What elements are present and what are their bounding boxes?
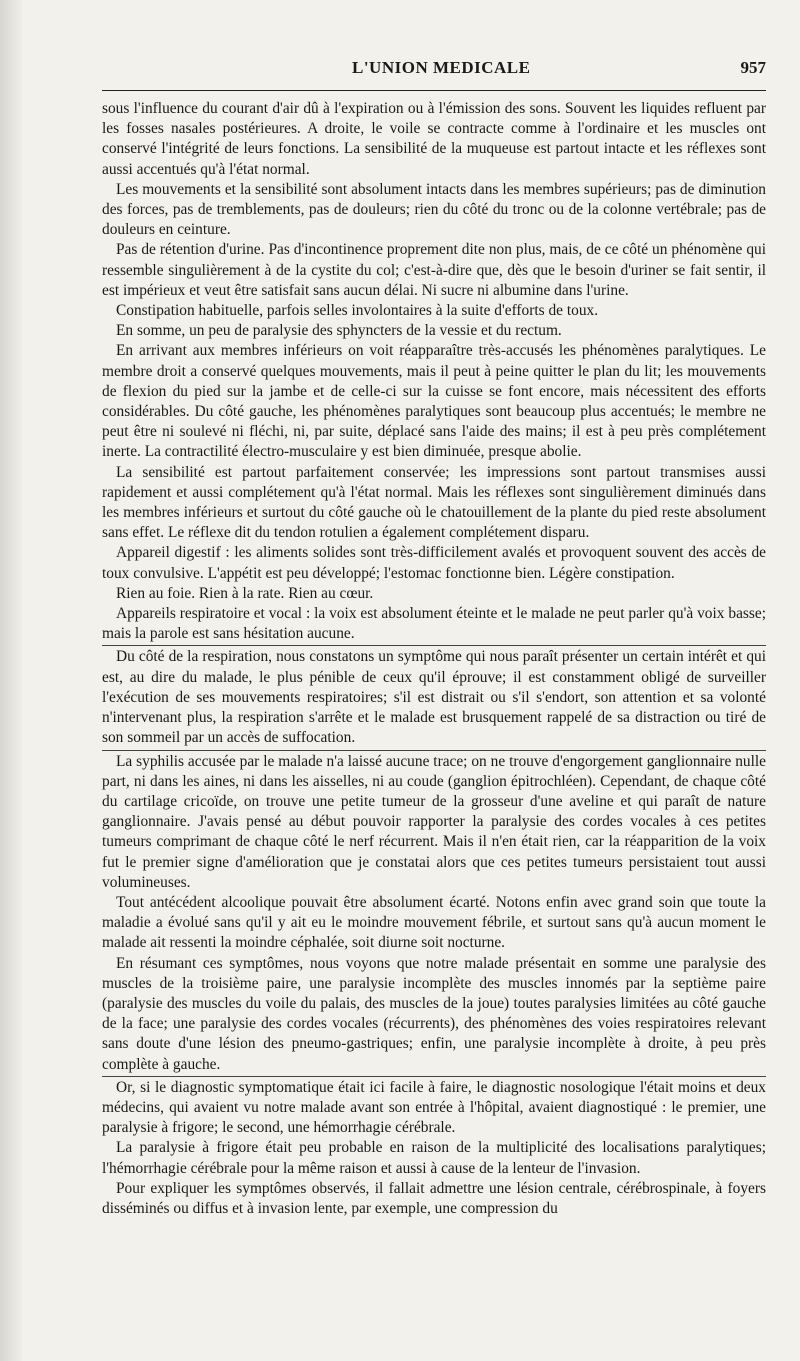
section-divider: [102, 750, 766, 751]
page-header: [102, 58, 766, 84]
paragraph: La syphilis accusée par le malade n'a laissé aucune trace; on ne trouve d'engorgement ganglionnaire nulle part, ni dans les aines, ni dans les aisselles, ni au coude (ganglion épitrochléen). Cependant, de chaque côté du cartilage cricoïde, on trouve une petite tumeur de la grosseur d'une aveline et qui paraît de nature ganglionnaire. J'avais pensé au début pouvoir rapporter la paralysie des cordes vocales à ces petites tumeurs comprimant de chaque côté le nerf récurrent. Mais il n'en était rien, car la réapparition de la voix fut le premier signe d'amélioration que je constatai alors que ces petites tumeurs persistaient tout aussi volumineuses.: [102, 752, 766, 891]
paragraph: La sensibilité est partout parfaitement conservée; les impressions sont partout transmises aussi rapidement et aussi complétement qu'à l'état normal. Mais les réflexes sont singulièrement diminués dans les membres inférieurs et surtout du côté gauche où le chatouillement de la plante du pied reste absolument sans effet. Le réflexe dit du tendon rotulien a également complétement disparu.: [102, 463, 766, 542]
article-body: [102, 99, 766, 1219]
paragraph: sous l'influence du courant d'air dû à l'expiration ou à l'émission des sons. Souvent les liquides refluent par les fosses nasales postérieures. A droite, le voile se contracte comme à l'ordinaire et les muscles ont conservé l'intégrité de leurs fonctions. La sensibilité de la muqueuse est partout intacte et les réflexes sont aussi accentués qu'à l'état normal.: [102, 100, 766, 178]
paragraph: Pas de rétention d'urine. Pas d'incontinence proprement dite non plus, mais, de ce côté un phénomène qui ressemble singulièrement à de la cystite du col; c'est-à-dire que, dès que le besoin d'uriner se fait sentir, il est impérieux et veut être satisfait sans aucun délai. Ni sucre ni albumine dans l'urine.: [102, 241, 766, 299]
binding-shadow: [0, 0, 22, 1361]
paragraph: Les mouvements et la sensibilité sont absolument intacts dans les membres supérieurs; pas de diminution des forces, pas de tremblements, pas de douleurs; rien du côté du tronc ou de la colonne vertébrale; pas de douleurs en ceinture.: [102, 180, 766, 239]
page-number: 957: [740, 58, 766, 77]
running-title: L'UNION MEDICALE: [352, 58, 531, 77]
section-divider: [102, 1076, 766, 1077]
paragraph: En résumant ces symptômes, nous voyons que notre malade présentait en somme une paralysie des muscles de la troisième paire, une paralysie incomplète des muscles innomés par la septième paire (paralysie des muscles du voile du palais, des muscles de la joue) toutes paralysies limitées au côté gauche de la face; une paralysie des cordes vocales (récurrents), des phénomènes des voies respiratoires relevant sans doute d'une lésion des pneumo-gastriques; enfin, une paralysie incomplète à droite, à peu près complète à gauche.: [102, 954, 766, 1073]
paragraph: En somme, un peu de paralysie des sphyncters de la vessie et du rectum.: [116, 322, 562, 340]
paragraph: Constipation habituelle, parfois selles involontaires à la suite d'efforts de toux.: [116, 302, 599, 320]
paragraph: Or, si le diagnostic symptomatique était ici facile à faire, le diagnostic nosologique l'était moins et deux médecins, qui avaient vu notre malade avant son entrée à l'hôpital, avaient diagnostiqué : le premier, une paralysie à frigore; le second, une hémorrhagie cérébrale.: [102, 1078, 766, 1137]
paragraph: Du côté de la respiration, nous constatons un symptôme qui nous paraît présenter un certain intérêt et qui est, au dire du malade, le plus pénible de ceux qu'il éprouve; il est constamment obligé de surveiller l'exécution de ses mouvements respiratoires; s'il est distrait ou s'il s'endort, son attention et sa volonté n'intervenant plus, la respiration s'arrête et le malade est brusquement rappelé de sa distraction ou tiré de son sommeil par un accès de suffocation.: [102, 648, 766, 747]
paragraph: Appareil digestif : les aliments solides sont très-difficilement avalés et provoquent souvent des accès de toux convulsive. L'appétit est peu développé; l'estomac fonctionne bien. Légère constipation.: [102, 544, 766, 582]
paragraph: Pour expliquer les symptômes observés, il fallait admettre une lésion centrale, cérébrospinale, à foyers disséminés ou diffus et à invasion lente, par exemple, une compression du: [102, 1179, 766, 1217]
paragraph: En arrivant aux membres inférieurs on voit réapparaître très-accusés les phénomènes paralytiques. Le membre droit a conservé quelques mouvements, mais il peut à peine quitter le plan du lit; les mouvements de flexion du pied sur la jambe et de celle-ci sur la cuisse se font encore, mais nécessitent des efforts considérables. Du côté gauche, les phénomènes paralytiques sont beaucoup plus accentués; le membre ne peut être ni soulevé ni fléchi, ni, par suite, déplacé sans l'aide des mains; il est à peu près complétement inerte. La contractilité électro-musculaire y est bien diminuée, presque abolie.: [102, 342, 766, 461]
paragraph: Appareils respiratoire et vocal : la voix est absolument éteinte et le malade ne peut parler qu'à voix basse; mais la parole est sans hésitation aucune.: [102, 605, 766, 643]
section-divider: [102, 645, 766, 646]
paragraph: Tout antécédent alcoolique pouvait être absolument écarté. Notons enfin avec grand soin que toute la maladie a évolué sans qu'il y ait eu le moindre mouvement fébrile, et surtout sans qu'à aucun moment le malade ait ressenti la moindre céphalée, soit diurne soit nocturne.: [102, 893, 766, 952]
paragraph: La paralysie à frigore était peu probable en raison de la multiplicité des localisations paralytiques; l'hémorrhagie cérébrale pour la même raison et aussi à cause de la lenteur de l'invasion.: [102, 1139, 766, 1177]
paragraph: Rien au foie. Rien à la rate. Rien au cœur.: [116, 584, 374, 602]
header-rule: [102, 90, 766, 91]
